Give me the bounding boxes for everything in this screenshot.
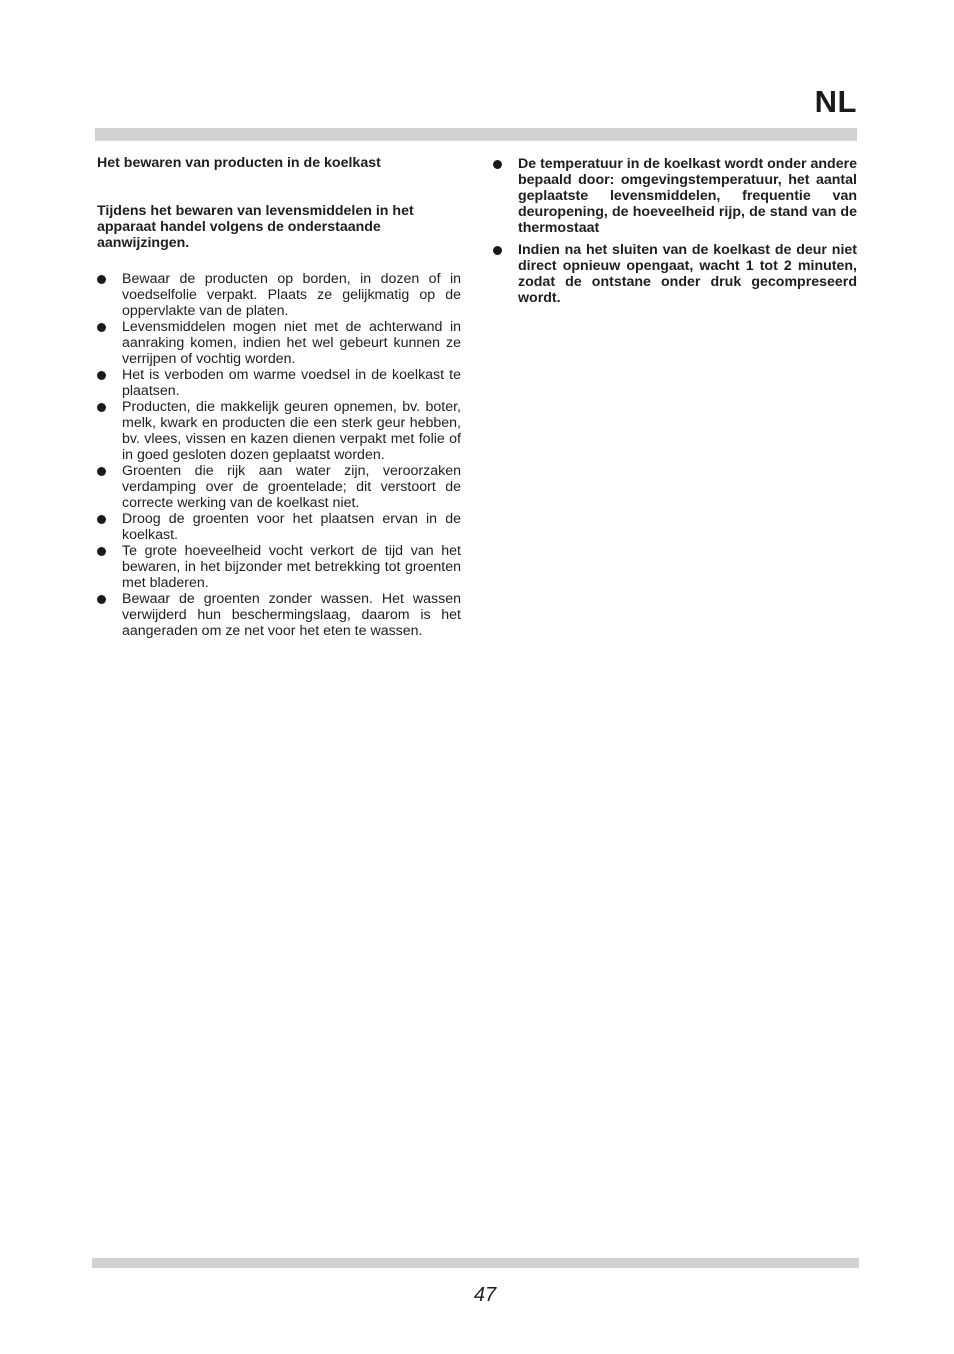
list-item: Het is verboden om warme voedsel in de koelkast te plaatsen. xyxy=(97,367,461,399)
list-item: Producten, die makkelijk geuren opnemen, bv. boter, melk, kwark en producten die een sterk geur hebben, bv. vlees, vissen en kazen dienen verpakt met folie of in goed gesloten dozen geplaatst worden. xyxy=(97,399,461,463)
bottom-divider xyxy=(92,1258,859,1268)
bullet-icon xyxy=(97,275,106,284)
bullet-icon xyxy=(493,246,502,255)
list-item: Groenten die rijk aan water zijn, veroorzaken verdamping over de groentelade; dit verstoort de correcte werking van de koelkast niet. xyxy=(97,463,461,511)
list-item: Levensmiddelen mogen niet met de achterwand in aanraking komen, indien het wel gebeurt kunnen ze verrijpen of vochtig worden. xyxy=(97,319,461,367)
page-number: 47 xyxy=(473,1284,497,1306)
left-column xyxy=(97,155,461,639)
language-code: NL xyxy=(814,84,857,119)
section-intro: Tijdens het bewaren van levensmiddelen in het apparaat handel volgens de onderstaande aanwijzingen. xyxy=(97,203,414,251)
bullet-icon xyxy=(97,371,106,380)
bullet-icon xyxy=(97,515,106,524)
top-divider xyxy=(95,128,857,141)
temperature-notes-list xyxy=(493,156,857,306)
storage-tips-list xyxy=(97,271,461,639)
bullet-icon xyxy=(97,403,106,412)
bullet-icon xyxy=(97,547,106,556)
list-item: De temperatuur in de koelkast wordt onder andere bepaald door: omgevingstemperatuur, het aantal geplaatste levensmiddelen, frequentie van deuropening, de hoeveelheid rijp, de stand van de thermostaat xyxy=(493,156,857,236)
bullet-icon xyxy=(97,323,106,332)
bullet-icon xyxy=(97,595,106,604)
list-item: Bewaar de producten op borden, in dozen of in voedselfolie verpakt. Plaats ze gelijkmatig op de oppervlakte van de platen. xyxy=(97,271,461,319)
bullet-icon xyxy=(97,467,106,476)
list-item: Te grote hoeveelheid vocht verkort de tijd van het bewaren, in het bijzonder met betrekking tot groenten met bladeren. xyxy=(97,543,461,591)
right-column xyxy=(493,156,857,312)
list-item: Indien na het sluiten van de koelkast de deur niet direct opnieuw opengaat, wacht 1 tot 2 minuten, zodat de ontstane onder druk gecompreseerd wordt. xyxy=(493,242,857,306)
section-title: Het bewaren van producten in de koelkast xyxy=(97,155,381,171)
list-item: Droog de groenten voor het plaatsen ervan in de koelkast. xyxy=(97,511,461,543)
bullet-icon xyxy=(493,160,502,169)
list-item: Bewaar de groenten zonder wassen. Het wassen verwijderd hun beschermingslaag, daarom is het aangeraden om ze net voor het eten te wassen. xyxy=(97,591,461,639)
